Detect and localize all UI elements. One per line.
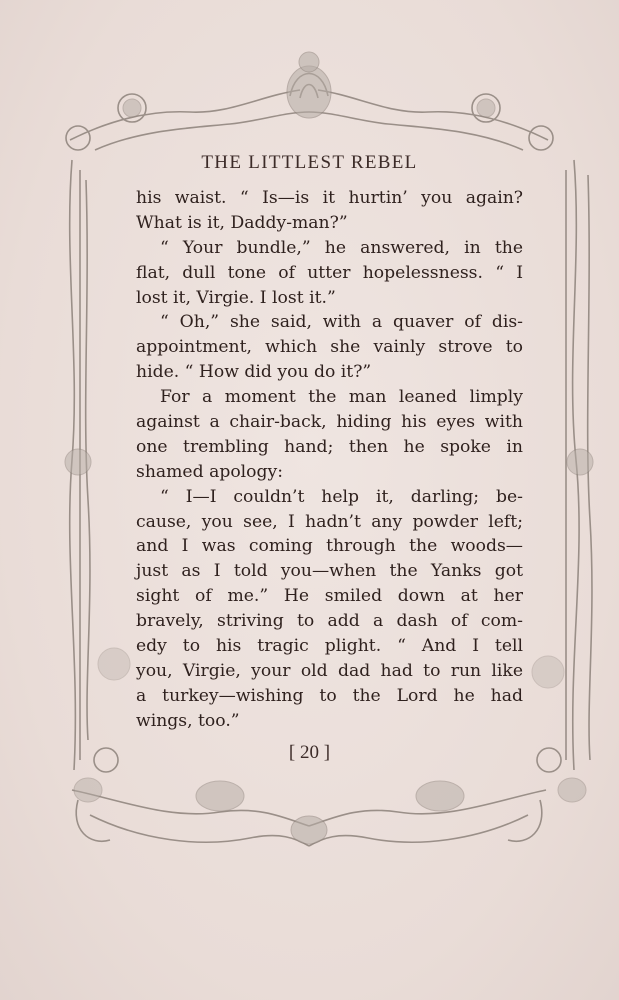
text-line: lost it, Virgie. I lost it.” [136, 287, 336, 308]
page-number: [ 20 ] [288, 742, 331, 763]
text-line: cause, you see, I hadn’t any powder left; [136, 511, 523, 532]
text-line: flat, dull tone of utter hopelessness. “ I [136, 262, 523, 283]
top-crest-ornament [123, 52, 495, 118]
text-line: a turkey—wishing to the Lord he had [136, 685, 523, 706]
text-line: one trembling hand; then he spoke in [136, 436, 523, 457]
text-line: wings, too.” [136, 710, 240, 731]
text-line: shamed apology: [136, 461, 284, 482]
running-head: THE LITTLEST REBEL [201, 152, 418, 173]
body-text [136, 186, 523, 734]
text-line: appointment, which she vainly strove to [136, 337, 523, 358]
text-line: hide. “ How did you do it?” [136, 362, 372, 383]
bottom-rosettes [74, 778, 586, 844]
text-line: sight of me.” He smiled down at her [136, 586, 523, 607]
text-line: “ Oh,” she said, with a quaver of dis- [160, 312, 523, 333]
text-line: against a chair-back, hiding his eyes with [136, 412, 523, 433]
text-line: For a moment the man leaned limply [160, 387, 523, 408]
text-line: What is it, Daddy-man?” [136, 212, 348, 233]
text-line: and I was coming through the woods— [136, 536, 523, 557]
text-line: his waist. “ Is—is it hurtin’ you again? [136, 188, 523, 208]
text-line: “ I—I couldn’t help it, darling; be- [160, 486, 523, 507]
text-line: just as I told you—when the Yanks got [136, 561, 523, 582]
text-line: edy to his tragic plight. “ And I tell [136, 636, 523, 657]
text-line: you, Virgie, your old dad had to run like [136, 660, 523, 681]
text-line: “ Your bundle,” he answered, in the [160, 237, 523, 258]
text-line: bravely, striving to add a dash of com- [136, 611, 523, 632]
